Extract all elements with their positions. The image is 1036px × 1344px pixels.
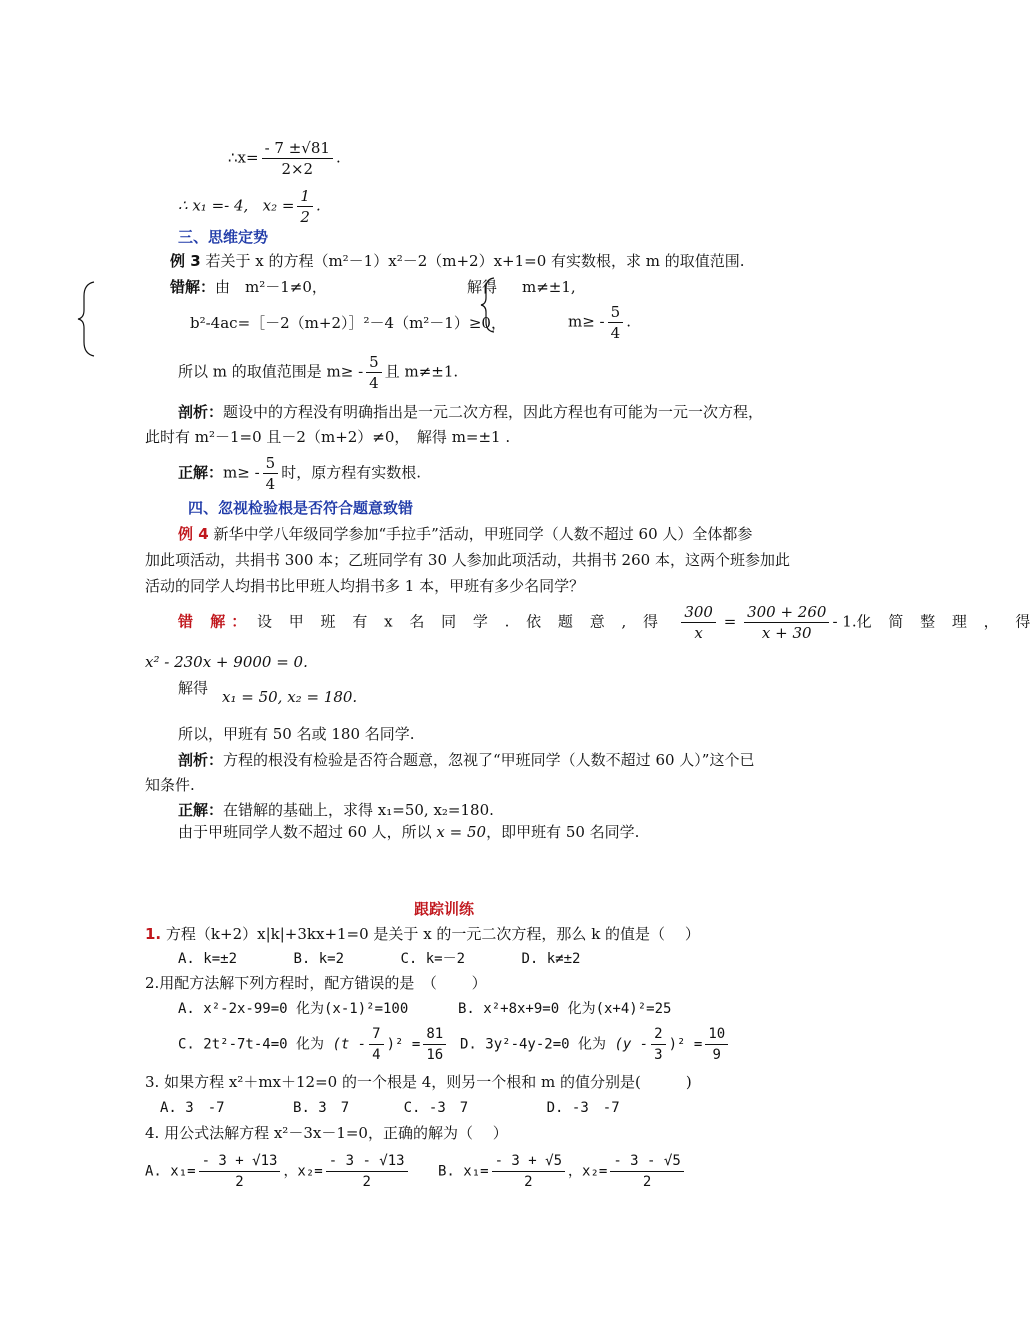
q4-line: 4. 用公式法解方程 x²－3x－1=0，正确的解为（ ） bbox=[145, 1124, 508, 1142]
q4-option-a: A. x₁= $\frac{- 3 + √13}{2}$ ，x₂= $\frac{- 3 - √13}{2}$ bbox=[145, 1151, 411, 1192]
example3-line bbox=[170, 251, 745, 271]
q3-option-c: C. -3 7 bbox=[403, 1100, 469, 1116]
q2-line: 2.用配方法解下列方程时，配方错误的是 （ ） bbox=[145, 974, 487, 992]
solve-word: 解得 bbox=[467, 278, 498, 296]
example3-text: 若关于 x 的方程（m²－1）x²－2（m+2）x+1=0 有实数根，求 m 的取值范围. bbox=[205, 252, 745, 270]
solve-result1: m≠±1, bbox=[522, 278, 576, 296]
q2-option-a: A. x²-2x-99=0 化为(x-1)²=100 bbox=[178, 1001, 409, 1017]
correct4-line2: 由于甲班同学人数不超过 60 人，所以 x = 50，即甲班有 50 名同学. bbox=[178, 823, 640, 841]
left-brace bbox=[76, 280, 98, 358]
discriminant-line: b²-4ac=［－2（m+2）］²－4（m²－1）≥0， bbox=[190, 314, 506, 332]
solve-result2: m≥ - $\frac{5}{4}$ . bbox=[568, 303, 631, 342]
root-x1: x₁ =- 4, bbox=[192, 196, 249, 215]
example4-line3: 活动的同学人均捐书比甲班人均捐书多 1 本，甲班有多少名同学？ bbox=[145, 577, 585, 595]
section3-heading: 三、思维定势 bbox=[178, 228, 269, 246]
example4-line1: 例 4 新华中学八年级同学参加“手拉手”活动，甲班同学（人数不超过 60 人）全体都参 bbox=[178, 525, 753, 543]
wrong4-label: 错 解： bbox=[178, 612, 253, 631]
wrong3-line1: 错解：由 m²－1≠0， bbox=[170, 278, 327, 296]
analysis3-line2: 此时有 m²－1=0 且－2（m+2）≠0， 解得 m=±1 . bbox=[145, 428, 511, 446]
section4-heading: 四、忽视检验根是否符合题意致错 bbox=[188, 499, 414, 517]
q2-option-d: D. 3y²-4y-2=0 化为 (y - $\frac{2}{3}$ )² = $\frac{10}{9}$ bbox=[460, 1024, 731, 1065]
analysis4-line2: 知条件. bbox=[145, 776, 195, 794]
root-x2: x₂ = bbox=[262, 196, 295, 215]
q1-line: 1. 方程（k+2）x|k|+3kx+1=0 是关于 x 的一元二次方程，那么 k 的值是（ ） bbox=[145, 925, 700, 943]
analysis4-line1: 剖析：方程的根没有检验是否符合题意，忽视了“甲班同学（人数不超过 60 人）”这个已 bbox=[178, 751, 755, 769]
roots-line: ∴ x₁ =- 4, x₂ = $\frac{1}{2}$ . bbox=[178, 187, 321, 226]
correct3-line: 正解：m≥ - $\frac{5}{4}$ 时，原方程有实数根. bbox=[178, 454, 421, 493]
q3-options bbox=[160, 1098, 620, 1118]
quadratic-equation: x² - 230x + 9000 = 0. bbox=[145, 653, 308, 671]
x-formula-line: ∴x= $\frac{- 7 \pm√81}{2\times 2}$ . bbox=[228, 139, 341, 178]
practice-heading: 跟踪训练 bbox=[414, 900, 475, 918]
example4-label: 例 4 bbox=[178, 525, 209, 543]
q3-option-a: A. 3 -7 bbox=[160, 1100, 225, 1116]
q3-option-d: D. -3 -7 bbox=[546, 1100, 620, 1116]
correct4-line1: 正解：在错解的基础上，求得 x₁=50, x₂=180. bbox=[178, 801, 494, 819]
q3-option-b: B. 3 7 bbox=[293, 1100, 350, 1116]
q2-option-c: C. 2t²-7t-4=0 化为 (t - $\frac{7}{4}$ )² = $\frac{81}{16}$ bbox=[178, 1024, 449, 1065]
x-fraction: $\frac{- 7 \pm√81}{2\times 2}$ bbox=[262, 138, 333, 179]
q1-number: 1. bbox=[145, 925, 162, 943]
q1-option-a: A. k=±2 bbox=[178, 951, 238, 967]
q1-options bbox=[178, 949, 581, 969]
wrong4-line: 错 解： 设 甲 班 有 x 名 同 学 . 依 题 意 , 得 $\frac{300}{x}$ = $\frac{300 + 260}{x + 30}$ - 1.化 简 整 理 ， 得 bbox=[178, 603, 1036, 642]
q2-option-b: B. x²+8x+9=0 化为(x+4)²=25 bbox=[458, 1001, 672, 1017]
conclusion3-line: 所以 m 的取值范围是 m≥ - $\frac{5}{4}$ 且 m≠±1. bbox=[178, 353, 459, 392]
q1-option-d: D. k≠±2 bbox=[521, 951, 581, 967]
solve4-word: 解得 bbox=[178, 679, 209, 697]
analysis3-line1: 剖析：题设中的方程没有明确指出是一元二次方程，因此方程也有可能为一元一次方程， bbox=[178, 403, 764, 421]
q3-line: 3. 如果方程 x²＋mx＋12=0 的一个根是 4，则另一个根和 m 的值分别是( ) bbox=[145, 1073, 692, 1091]
so4-line: 所以，甲班有 50 名或 180 名同学. bbox=[178, 725, 415, 743]
q1-option-b: B. k=2 bbox=[293, 951, 345, 967]
therefore-x-label: ∴x= bbox=[228, 148, 259, 167]
roots4: x₁ = 50, x₂ = 180. bbox=[222, 688, 358, 706]
example4-line2: 加此项活动，共捐书 300 本；乙班同学有 30 人参加此项活动，共捐书 260 本，这两个班参加此 bbox=[145, 551, 790, 569]
wrong-label: 错解： bbox=[170, 278, 216, 296]
example3-label: 例 3 bbox=[170, 252, 201, 270]
q1-option-c: C. k=－2 bbox=[400, 951, 466, 967]
q4-option-b: B. x₁= $\frac{- 3 + √5}{2}$ ，x₂= $\frac{- 3 - √5}{2}$ bbox=[438, 1151, 687, 1192]
